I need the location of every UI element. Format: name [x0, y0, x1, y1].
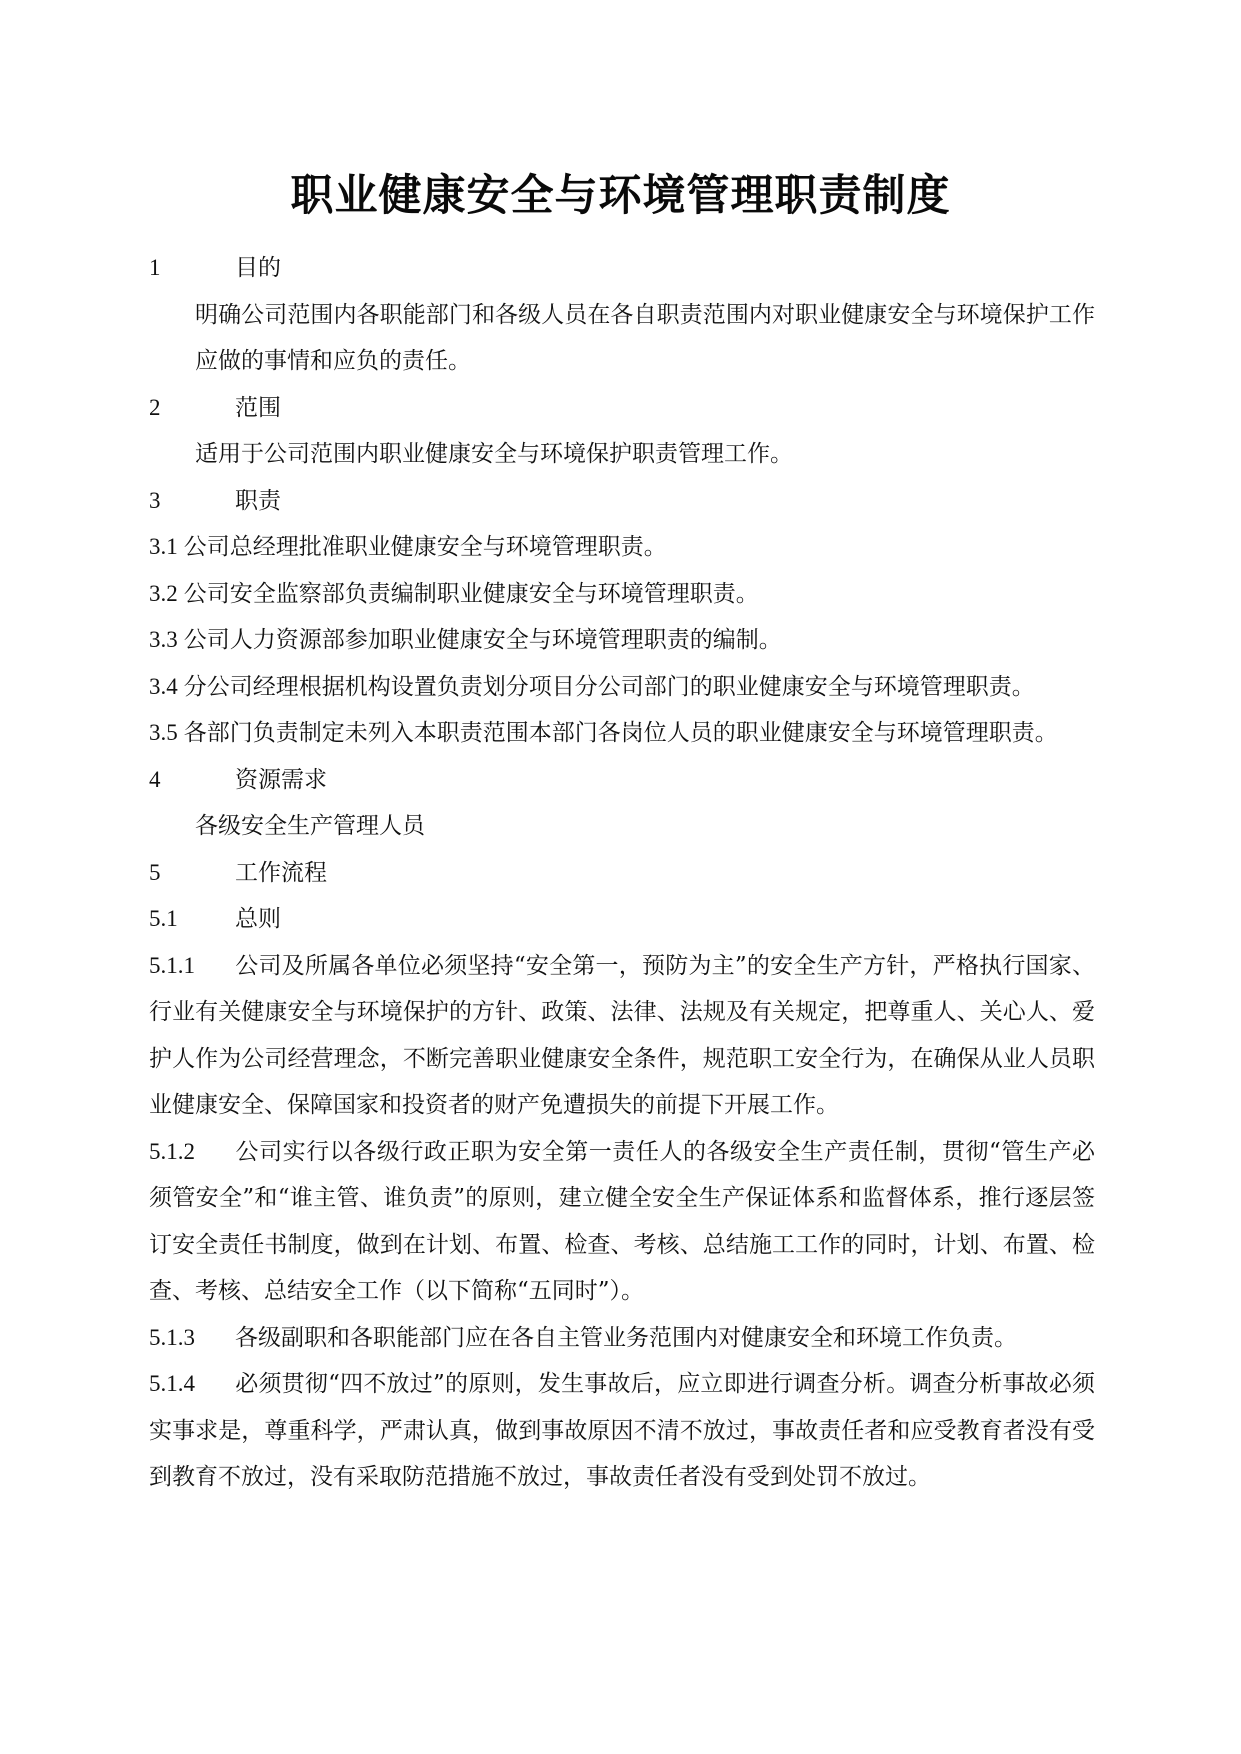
clause-number: 3.5 [149, 720, 178, 745]
section-paragraph: 适用于公司范围内职业健康安全与环境保护职责管理工作。 [195, 441, 793, 467]
subsection-title: 总则 [235, 906, 281, 932]
clause-text: 公司人力资源部参加职业健康安全与环境管理职责的编制。 [183, 627, 782, 653]
section-heading [149, 850, 1095, 897]
document-title: 职业健康安全与环境管理职责制度 [290, 171, 951, 221]
section-number: 4 [149, 766, 161, 792]
clause-text: 公司总经理批准职业健康安全与环境管理职责。 [183, 534, 667, 560]
clause-item [149, 1129, 1095, 1315]
clause-number: 5.1.1 [149, 952, 195, 978]
section-number: 5 [149, 859, 161, 885]
subsection-number: 5.1 [149, 906, 178, 931]
clause-text: 公司安全监察部负责编制职业健康安全与环境管理职责。 [183, 580, 759, 607]
document-body [149, 245, 1095, 1501]
clause-number: 5.1.2 [149, 1138, 195, 1164]
clause-text: 各级副职和各职能部门应在各自主管业务范围内对健康安全和环境工作负责。 [235, 1324, 1017, 1351]
clause-item [149, 710, 1095, 757]
section-heading [149, 478, 1095, 525]
clause-number: 3.2 [149, 580, 178, 606]
section-number: 1 [149, 255, 161, 280]
clause-item [149, 1361, 1095, 1501]
section-number: 2 [149, 394, 161, 420]
section-title: 范围 [235, 394, 281, 421]
subsection-heading [149, 896, 1095, 943]
clause-number: 5.1.4 [149, 1371, 195, 1396]
clause-number: 5.1.3 [149, 1324, 195, 1350]
section-number: 3 [149, 487, 161, 513]
clause-item [149, 1315, 1095, 1362]
clause-number: 3.3 [149, 627, 178, 652]
section-paragraph: 各级安全生产管理人员 [195, 813, 425, 839]
clause-item [149, 664, 1095, 711]
clause-item [149, 943, 1095, 1129]
section-title: 资源需求 [235, 766, 327, 793]
clause-item [149, 617, 1095, 664]
section-title: 目的 [235, 255, 281, 281]
section-heading [149, 757, 1095, 804]
section-heading [149, 245, 1095, 292]
clause-item [149, 571, 1095, 618]
clause-text: 必须贯彻“四不放过”的原则，发生事故后，应立即进行调查分析。调查分析事故必须实事求是，尊重科学，严肃认真，做到事故原因不清不放过，事故责任者和应受教育者没有受到教育不放过，没有采取防范措施不放过，事故责任者没有受到处罚不放过。 [149, 1371, 1095, 1490]
clause-number: 3.4 [149, 673, 178, 699]
section-heading [149, 385, 1095, 432]
section-title: 工作流程 [235, 859, 327, 886]
section-paragraph: 明确公司范围内各职能部门和各级人员在各自职责范围内对职业健康安全与环境保护工作应做的事情和应负的责任。 [195, 301, 1095, 374]
clause-text: 分公司经理根据机构设置负责划分项目分公司部门的职业健康安全与环境管理职责。 [183, 673, 1035, 700]
clause-text: 公司及所属各单位必须坚持“安全第一，预防为主”的安全生产方针，严格执行国家、行业有关健康安全与环境保护的方针、政策、法律、法规及有关规定，把尊重人、关心人、爱护人作为公司经营理念，不断完善职业健康安全条件，规范职工安全行为，在确保从业人员职业健康安全、保障国家和投资者的财产免遭损失的前提下开展工作。 [149, 952, 1095, 1118]
clause-text: 各部门负责制定未列入本职责范围本部门各岗位人员的职业健康安全与环境管理职责。 [183, 720, 1058, 746]
clause-number: 3.1 [149, 534, 178, 559]
clause-text: 公司实行以各级行政正职为安全第一责任人的各级安全生产责任制，贯彻“管生产必须管安全”和“谁主管、谁负责”的原则，建立健全安全生产保证体系和监督体系，推行逐层签订安全责任书制度，做到在计划、布置、检查、考核、总结施工工作的同时，计划、布置、检查、考核、总结安全工作（以下简称“五同时”）。 [149, 1138, 1095, 1304]
clause-item [149, 524, 1095, 571]
section-title: 职责 [235, 487, 281, 514]
